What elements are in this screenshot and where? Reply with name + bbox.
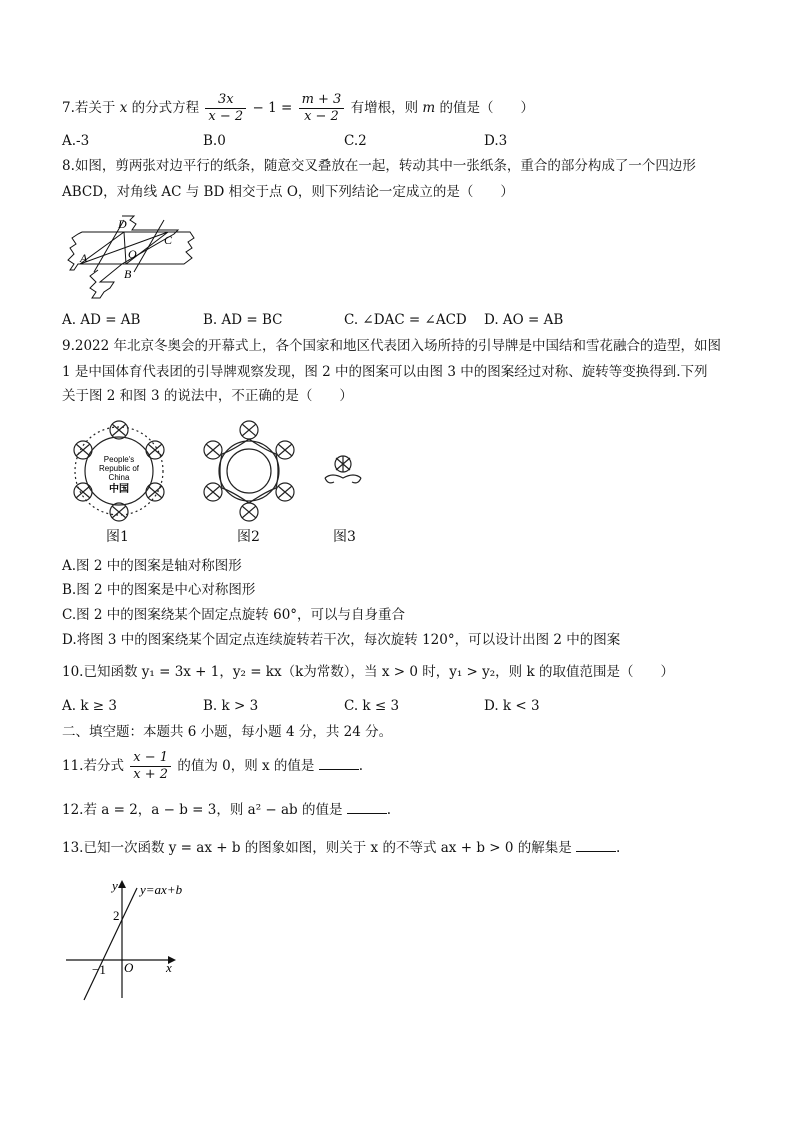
q13-function-line [84,888,137,1000]
q10-option-c[interactable]: C. k ≤ 3 [344,698,400,714]
q12-text: 12.若 a = 2，a − b = 3，则 a² − ab 的值是 [62,802,343,818]
q13-label-two: 2 [113,908,120,923]
q8-label-d: D [118,217,127,231]
q8-option-a[interactable]: A. AD = AB [62,312,141,328]
q9-option-d[interactable]: D.将图 3 中的图案绕某个固定点连续旋转若干次，每次旋转 120°，可以设计出图 2 中的图案 [62,632,621,648]
q8-line-1: 8.如图，剪两张对边平行的纸条，随意交叉叠放在一起，转动其中一张纸条，重合的部分构成了一个四边形 [62,158,696,174]
q11-fraction: $\frac{x - 1}{x + 2}$ [130,750,171,783]
question-10: 10.已知函数 y₁ = 3x + 1，y₂ = kx（k为常数），当 x > 0 时，y₁ > y₂，则 k 的取值范围是（ ） [62,664,674,680]
q7-suffix1: 有增根，则 [350,100,419,116]
q8-label-b: B [124,267,132,281]
question-13: 13.已知一次函数 y = ax + b 的图象如图，则关于 x 的不等式 ax + b > 0 的解集是 . [62,840,621,856]
fig1-text-peoples: People's [103,455,135,464]
q7-fraction-2: $\frac{m + 3}{x - 2}$ [299,92,345,125]
q8-line-2: ABCD，对角线 AC 与 BD 相交于点 O，则下列结论一定成立的是（ ） [62,184,514,200]
q11-prefix: 11.若分式 [62,758,124,774]
q11-suffix: 的值为 0，则 x 的值是 [177,758,315,774]
q7-suffix2: 的值是（ ） [439,100,535,116]
q9-line-3: 关于图 2 和图 3 的说法中，不正确的是（ ） [62,388,353,404]
question-11: 11.若分式 $\frac{x - 1}{x + 2}$ 的值为 0，则 x 的值是 . [62,750,364,782]
q13-y-axis-arrow [118,880,126,888]
q13-text: 13.已知一次函数 y = ax + b 的图象如图，则关于 x 的不等式 ax + b > 0 的解集是 [62,840,572,856]
q9-option-b[interactable]: B.图 2 中的图案是中心对称图形 [62,582,256,598]
q8-option-b[interactable]: B. AD = BC [203,312,283,328]
q8-label-a: A [80,251,88,265]
q11-answer-blank[interactable] [319,757,359,770]
q8-paper-strips-figure [64,212,200,302]
q9-figure-3-motif [322,452,364,492]
q8-label-c: C [164,233,173,247]
q7-option-a[interactable]: A.-3 [62,133,90,149]
q7-option-c[interactable]: C.2 [344,133,367,149]
q9-line-2: 1 是中国体育代表团的引导牌观察发现，图 2 中的图案可以由图 3 中的图案经过对称、旋转等变换得到.下列 [62,364,708,380]
question-7 [62,92,534,125]
q12-answer-blank[interactable] [347,801,387,814]
q7-var-m: m [422,100,436,116]
q8-option-d[interactable]: D. AO = AB [484,312,564,328]
q9-option-a[interactable]: A.图 2 中的图案是轴对称图形 [62,558,242,574]
q9-figure-2-pattern [198,420,300,522]
q9-figure-1-sign [68,420,170,522]
q13-label-origin: O [124,960,134,975]
fig1-text-china: China [108,473,130,482]
q7-option-d[interactable]: D.3 [484,133,508,149]
q7-fraction-1: $\frac{3x}{x - 2}$ [205,92,246,125]
q8-option-c[interactable]: C. ∠DAC = ∠ACD [344,312,467,328]
q13-label-y: y [112,878,118,893]
q13-label-x: x [166,960,172,975]
fig1-label: 图1 [106,529,129,545]
q13-label-line: y=ax+b [140,882,183,897]
fig1-text-zhongguo: 中国 [109,484,129,495]
q7-minus-one: − 1 = [252,100,293,116]
question-12: 12.若 a = 2，a − b = 3，则 a² − ab 的值是 . [62,802,392,818]
q9-option-c[interactable]: C.图 2 中的图案绕某个固定点旋转 60°，可以与自身重合 [62,607,406,623]
q10-option-b[interactable]: B. k > 3 [203,698,259,714]
q7-mid: 的分式方程 [131,100,200,116]
fig2-label: 图2 [237,529,260,545]
q13-label-neg1: −1 [92,962,106,977]
q8-label-o: O [128,247,137,261]
q9-line-1: 9.2022 年北京冬奥会的开幕式上，各个国家和地区代表团入场所持的引导牌是中国结和雪花融合的造型，如图 [62,338,722,354]
q10-option-d[interactable]: D. k < 3 [484,698,540,714]
q7-prefix: 7.若关于 [62,100,116,116]
q7-option-b[interactable]: B.0 [203,133,226,149]
q13-linear-function-graph [62,876,202,1004]
q10-option-a[interactable]: A. k ≥ 3 [62,698,117,714]
q13-answer-blank[interactable] [576,839,616,852]
fig1-text-republic: Republic of [98,464,140,473]
fig3-label: 图3 [333,529,356,545]
q7-var-x: x [119,100,128,116]
section-2-heading: 二、填空题：本题共 6 小题，每小题 4 分，共 24 分。 [62,724,393,740]
